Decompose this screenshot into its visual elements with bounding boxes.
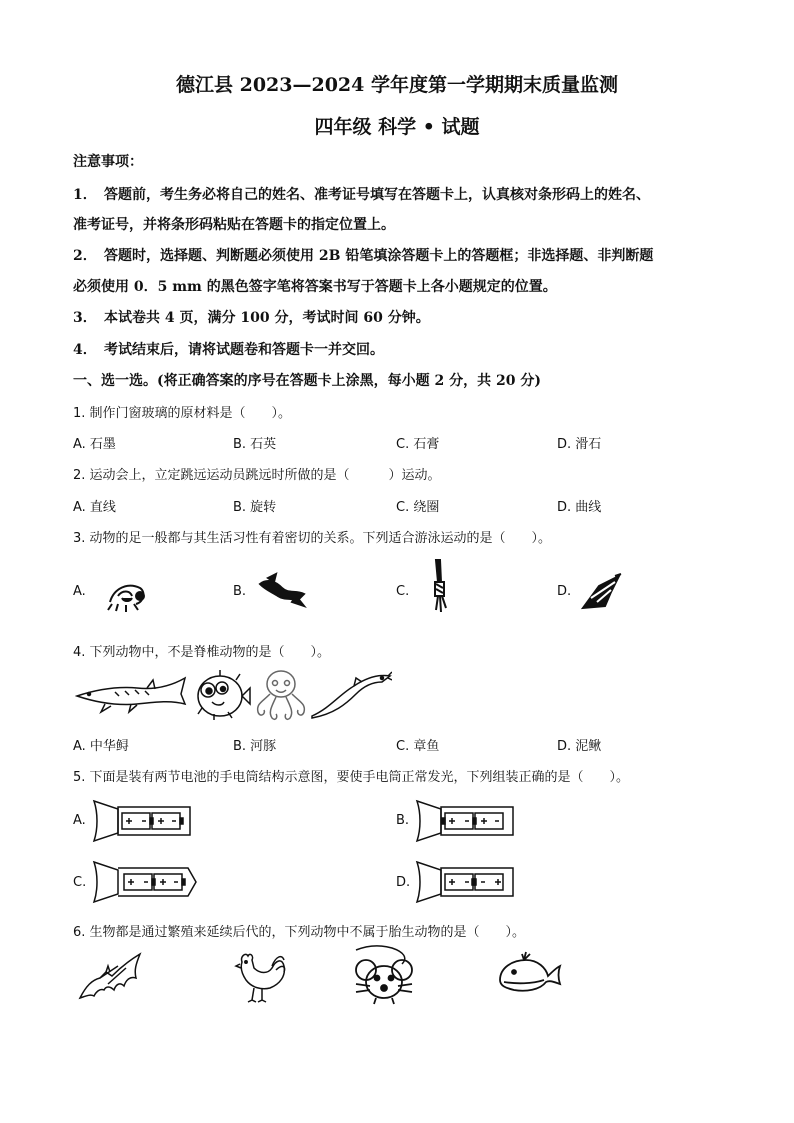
sturgeon-icon: [75, 674, 187, 716]
question-6-stem: 6. 生物都是通过繁殖来延续后代的，下列动物中不属于胎生动物的是（ ）。: [73, 925, 526, 940]
flashlight-c-icon: [92, 860, 198, 904]
exam-subtitle: 四年级 科学 • 试题: [314, 116, 480, 138]
notice-1-line2: 准考证号，并将条形码粘贴在答题卡的指定位置上。: [73, 217, 395, 233]
notice-2-line1: 答题时，选择题、判断题必须使用 2B 铅笔填涂答题卡上的答题框；非选择题、非判断题: [104, 248, 654, 264]
bird-foot-icon: [104, 574, 152, 614]
question-2-option-d[interactable]: D. 曲线: [557, 500, 602, 515]
notice-1-line1: 答题前，考生务必将自己的姓名、准考证号填写在答题卡上，认真核对条形码上的姓名、: [104, 187, 650, 203]
question-4-stem: 4. 下列动物中，不是脊椎动物的是（ ）。: [73, 645, 331, 660]
question-1-option-d[interactable]: D. 滑石: [557, 437, 602, 452]
question-3-option-c[interactable]: C.: [396, 584, 410, 599]
question-3-option-a[interactable]: A.: [73, 584, 86, 599]
notice-2-number: 2．: [73, 248, 97, 264]
notice-4-number: 4．: [73, 342, 97, 358]
question-3-option-d[interactable]: D.: [557, 584, 572, 599]
notice-1-number: 1．: [73, 187, 97, 203]
loach-icon: [310, 668, 392, 720]
notice-2-line2: 必须使用 0．5 mm 的黑色签字笔将答案书写于答题卡上各小题规定的位置。: [73, 279, 557, 295]
notice-3-number: 3．: [73, 310, 97, 326]
duck-foot-icon: [258, 572, 308, 610]
section-1-heading: 一、选一选。(将正确答案的序号在答题卡上涂黑，每小题 2 分，共 20 分): [73, 373, 541, 389]
question-2-option-b[interactable]: B. 旋转: [233, 500, 277, 515]
chicken-foot-icon: [428, 558, 452, 614]
exam-title: 德江县 2023—2024 学年度第一学期期末质量监测: [176, 74, 618, 96]
webbed-foot-icon: [581, 572, 623, 612]
question-1-stem: 1. 制作门窗玻璃的原材料是（ ）。: [73, 406, 292, 421]
question-5-option-a[interactable]: A.: [73, 813, 86, 828]
question-2-option-a[interactable]: A. 直线: [73, 500, 116, 515]
flashlight-a-icon: [92, 799, 192, 843]
question-1-option-c[interactable]: C. 石膏: [396, 437, 440, 452]
notice-4-line1: 考试结束后，请将试题卷和答题卡一并交回。: [104, 342, 384, 358]
notice-3-line1: 本试卷共 4 页，满分 100 分，考试时间 60 分钟。: [104, 310, 430, 326]
question-5-option-c[interactable]: C.: [73, 875, 87, 890]
question-5-stem: 5. 下面是装有两节电池的手电筒结构示意图，要使手电筒正常发光，下列组装正确的是（ ）。: [73, 770, 630, 785]
question-4-option-d[interactable]: D. 泥鳅: [557, 739, 602, 754]
question-2-stem: 2. 运动会上，立定跳远运动员跳远时所做的是（ ）运动。: [73, 468, 441, 483]
question-4-option-c[interactable]: C. 章鱼: [396, 739, 440, 754]
octopus-icon: [252, 668, 310, 724]
question-3-stem: 3. 动物的足一般都与其生活习性有着密切的关系。下列适合游泳运动的是（ ）。: [73, 531, 552, 546]
notice-heading: 注意事项：: [73, 154, 143, 170]
question-4-option-a[interactable]: A. 中华鲟: [73, 739, 129, 754]
whale-icon: [496, 950, 562, 994]
question-5-option-d[interactable]: D.: [396, 875, 411, 890]
question-1-option-a[interactable]: A. 石墨: [73, 437, 116, 452]
question-2-option-c[interactable]: C. 绕圈: [396, 500, 440, 515]
question-4-option-b[interactable]: B. 河豚: [233, 739, 277, 754]
question-3-option-b[interactable]: B.: [233, 584, 247, 599]
rooster-icon: [232, 950, 286, 1004]
mouse-icon: [352, 942, 418, 1006]
flashlight-d-icon: [415, 860, 515, 904]
flashlight-b-icon: [415, 799, 515, 843]
pufferfish-icon: [192, 670, 252, 722]
question-1-option-b[interactable]: B. 石英: [233, 437, 277, 452]
question-5-option-b[interactable]: B.: [396, 813, 410, 828]
bat-icon: [78, 950, 142, 1002]
